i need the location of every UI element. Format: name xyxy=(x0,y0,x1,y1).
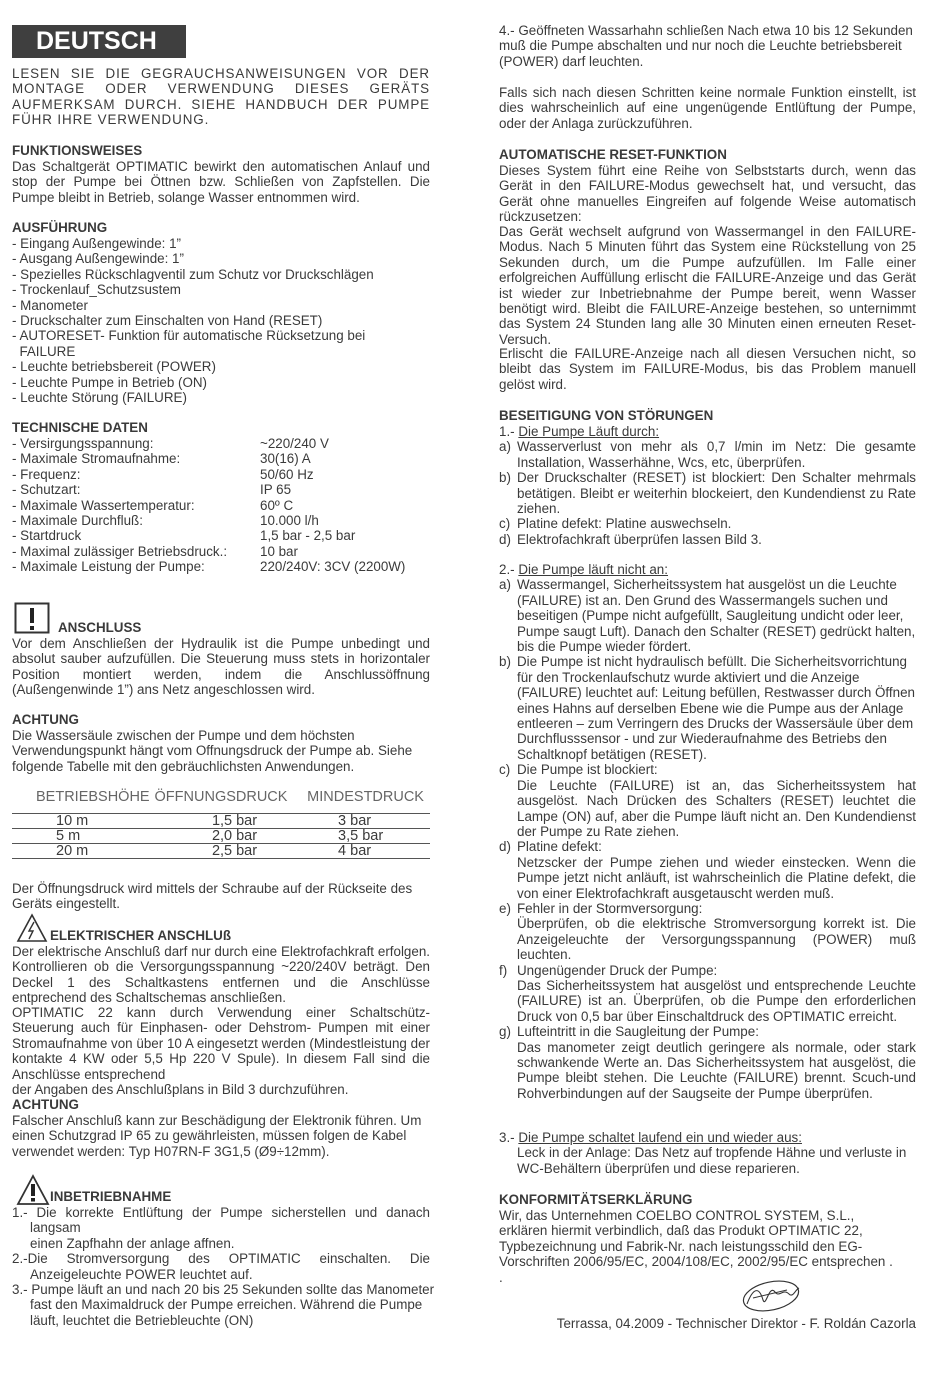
elektrisch-text-2: OPTIMATIC 22 kann durch Verwendung einer Schaltschütz-Steuerung auch für Einphasen- oder Dehstrom- Pumpen mit einer Stromaufnahme von über 10 A eingesetzt werden (Mindestleistung der kontakte 4 KW oder 5,5 Hp 220 V Spule). In diesem Fall sind die Anschlüsse entsprechend xyxy=(12,1005,430,1082)
list-item: - Leuchte Pumpe in Betrieb (ON) xyxy=(12,374,207,390)
item-body xyxy=(517,963,916,1025)
item-text: Die Pumpe ist nicht hydraulisch befüllt. Die Sicherheitsvorrichtung für den Trockenlaufschutz wurde aktiviert und die Anzeige (FAILURE) leuchtet auf: Leitung befüllen, Restwasser durch Öffnen eines Hahns auf derselben Ebene wie die Pumpe aus der Anlage entleeren – zum Verringern des Drucks der Wassersäule über dem Durchflusssensor - und zur Wiederaufnahme des Betriebs den Schaltknopf betätigen (RESET). xyxy=(517,654,915,762)
item-letter: f) xyxy=(499,962,508,978)
step-line: langsam xyxy=(30,1220,81,1236)
pressure-table xyxy=(12,813,430,859)
item-text: Überprüfen, ob die elektrische Stromversorgung korrekt ist. Die Anzeigeleuchte der Versorgungsspannung (POWER) muß leuchten. xyxy=(517,916,916,963)
technische-list xyxy=(12,436,430,575)
list-item xyxy=(499,963,916,1025)
step-line: 1.- Die korrekte Entlüftung der Pumpe sicherstellen und danach xyxy=(12,1205,430,1220)
achtung-heading: ACHTUNG xyxy=(12,712,79,727)
elektrisch-text-4: Falscher Anschluß kann zur Beschädigung der Elektronik führen. Um einen Schutzgrad IP 65 zu gewährleisten, müssen folgen de Kabel verwendet werden: Typ H07RN-F 3G1,5 (Ø9÷12mm). xyxy=(12,1113,422,1159)
group-title: 3.- Die Pumpe schaltet laufend ein und wieder aus: xyxy=(499,1130,802,1145)
list-item: - AUTORESET- Funktion für automatische Rücksetzung bei xyxy=(12,328,366,344)
konform-heading: KONFORMITÄTSERKLÄRUNG xyxy=(499,1192,693,1207)
ausfuehrung-list xyxy=(12,236,430,405)
list-item xyxy=(499,470,916,516)
item-text: Wasserverlust von mehr als 0,7 l/min im Netz: Die gesamte Installation, Wasserhähne, Wcs, etc, überprüfen. xyxy=(517,439,916,470)
list-item xyxy=(499,1024,916,1101)
achtung-text: Die Wassersäule zwischen der Pumpe und dem höchsten Verwendungspunkt hängt vom Offnungsdruck der Pumpe ab. Siehe folgende Tabelle mit den gebräuchlichsten Anwendungen. xyxy=(12,728,413,774)
table-header xyxy=(12,790,430,805)
spec-row xyxy=(12,451,430,466)
spec-key: - Maximale Leistung der Pumpe: xyxy=(12,559,205,575)
item-title: Ungenügender Druck der Pumpe: xyxy=(517,962,718,978)
stoerung-group-3 xyxy=(499,1130,916,1176)
table-row xyxy=(12,814,430,829)
list-item xyxy=(499,839,916,901)
item-letter: d) xyxy=(499,839,511,855)
elektrisch-heading: ELEKTRISCHER ANSCHLUß xyxy=(50,928,232,943)
spec-value: 10 bar xyxy=(260,543,298,559)
item-letter: g) xyxy=(499,1024,511,1040)
item-text: Das Sicherheitssystem hat ausgelöst und entsprechende Leuchte (FAILURE) ist an. Überprüfen, ob die Pumpe den erforderlichen Druck von 0,5 bar über Einschaltdruck des OPTIMATIC erreicht. xyxy=(517,977,916,1024)
table-cell: 3 bar xyxy=(292,814,430,829)
spec-value: 220/240V: 3CV (2200W) xyxy=(260,559,406,575)
funktion-heading: FUNKTIONSWEISES xyxy=(12,143,143,158)
spec-key: - Schutzart: xyxy=(12,482,81,498)
list-item xyxy=(499,901,916,963)
item-letter: c) xyxy=(499,516,511,532)
ausfuehrung-heading: AUSFÜHRUNG xyxy=(12,220,108,235)
group-title-text: Die Pumpe Läuft durch: xyxy=(518,424,660,439)
table-cell: 2,5 bar xyxy=(150,844,292,859)
inbetrieb-steps xyxy=(12,1205,435,1328)
spec-row xyxy=(12,467,430,482)
reset-heading: AUTOMATISCHE RESET-FUNKTION xyxy=(499,147,727,162)
konform-line: . xyxy=(499,1269,503,1285)
spec-row xyxy=(12,498,430,513)
spec-key: - Maximal zulässiger Betriebsdruck.: xyxy=(12,543,228,559)
stoerung-group-1 xyxy=(499,424,916,547)
item-title: Die Pumpe ist blockiert: xyxy=(517,762,658,778)
step-line: läuft, leuchtet die Betriebleuchte (ON) xyxy=(30,1312,254,1328)
list-item: - Eingang Außengewinde: 1” xyxy=(12,236,181,251)
oeffnung-text: Der Öffnungsdruck wird mittels der Schraube auf der Rückseite des Geräts eingestellt. xyxy=(12,881,413,912)
item-body xyxy=(517,762,916,839)
item-body xyxy=(517,839,916,901)
item-title: Fehler in der Stormversorgung: xyxy=(517,900,703,916)
group-title: 1.- Die Pumpe Läuft durch: xyxy=(499,424,660,439)
list-item: - Leuchte Störung (FAILURE) xyxy=(12,390,187,406)
spec-value: 1,5 bar - 2,5 bar xyxy=(260,528,356,544)
item-letter: d) xyxy=(499,531,511,547)
konform-line: Wir, das Unternehmen COELBO CONTROL SYSTEM, S.L., xyxy=(499,1208,855,1223)
item-text: Wassermangel, Sicherheitssystem hat ausgelöst un die Leuchte (FAILURE) ist an. Den Grund des Wassermangels suchen und beseitigen (Pumpe nicht aufgefüllt, Saugleitung undicht oder leer, Pumpe saugt Luft). Danach den Schalter (RESET) gedrückt halten, bis die Pumpe wieder fördert. xyxy=(517,577,916,655)
list-item: - Druckschalter zum Einschalten von Hand (RESET) xyxy=(12,313,323,329)
anschluss-heading: ANSCHLUSS xyxy=(58,620,142,635)
list-item: - Leuchte betriebsbereit (POWER) xyxy=(12,359,216,375)
item-text: Der Druckschalter (RESET) ist blockiert: Den Schalter mehrmals betätigen. Bleibt er weiterhin blockeiert, den Kundendienst zu Rate ziehen. xyxy=(517,470,916,517)
list-item: - Spezielles Rückschlagventil zum Schutz vor Druckschlägen xyxy=(12,266,374,282)
table-cell: 5 m xyxy=(12,829,150,844)
warning-triangle-icon xyxy=(16,1174,50,1206)
item-letter: a) xyxy=(499,577,511,593)
step-line: Anzeigeleuchte POWER leuchtet auf. xyxy=(30,1266,253,1282)
spec-key: - Startdruck xyxy=(12,528,82,544)
spec-row xyxy=(12,436,430,451)
inbetrieb-note: Falls sich nach diesen Schritten keine normale Funktion einstellt, ist dies wahrscheinlich auf eine ungenügende Entlüftung der Pumpe, oder der Anlaga zurückzuführen. xyxy=(499,85,916,131)
reset-p1: Dieses System führt eine Reihe von Selbststarts durch, wenn das Gerät in den FAILURE-Modus gewechselt hat, und versucht, das Gerät ohne manuelles Eingreifen auf folgende Weise automatisch rückzusetzen: xyxy=(499,163,916,225)
funktion-text: Das Schaltgerät OPTIMATIC bewirkt den automatischen Anlauf und stop der Pumpe bei Öttnen bzw. Schließen von Zapfstellen. Die Pumpe bleibt in Betrieb, solange Wasser entnommen wird. xyxy=(12,159,430,205)
elektrisch-text-3: der Angaben des Anschlußplans in Bild 3 durchzuführen. xyxy=(12,1082,349,1097)
spec-value: IP 65 xyxy=(260,482,292,498)
group-title: 2.- Die Pumpe läuft nicht an: xyxy=(499,562,668,577)
list-item: FAILURE xyxy=(12,343,76,359)
technische-heading: TECHNISCHE DATEN xyxy=(12,420,148,435)
signature xyxy=(739,1278,803,1314)
spec-row xyxy=(12,513,430,528)
konform-text xyxy=(499,1208,916,1285)
item-title: Platine defekt: xyxy=(517,839,602,855)
table-cell: 10 m xyxy=(12,814,150,829)
item-text: Elektrofachkraft überprüfen lassen Bild 3. xyxy=(517,531,762,547)
item-letter: a) xyxy=(499,439,511,455)
item-letter: e) xyxy=(499,900,511,916)
spec-value: 30(16) A xyxy=(260,451,311,467)
anschluss-text: Vor dem Anschließen der Hydraulik ist die Pumpe unbedingt und absolut sauber aufzufüllen. Die Steuerung muss stets in horizontaler Position montiert werden, indem die Anschlussöffnung (Außengenwinde 1”) ans Netz angeschlossen wird. xyxy=(12,636,430,698)
step-line: fast den Maximaldruck der Pumpe erreichen. Während die Pumpe xyxy=(30,1297,423,1313)
item-body xyxy=(517,1024,916,1101)
konform-line: Typbezeichnung und Fabrik-Nr. nach leistungsschild den EG- xyxy=(499,1238,863,1254)
group-title-text: Die Pumpe läuft nicht an: xyxy=(518,562,668,577)
elektrisch-text-1: Der elektrische Anschluß darf nur durch eine Elektrofachkraft erfolgen. Kontrollieren ob die Versorgungsspannung ~220/240V beträgt. Den Deckel 1 des Schaltkastens entfernen und die Anschlüsse entprechend des Schaltschemas anschließen. xyxy=(12,944,430,1006)
item-letter: b) xyxy=(499,470,511,486)
spec-key: - Maximale Wassertemperatur: xyxy=(12,497,195,513)
stoerung-heading: BESEITIGUNG VON STÖRUNGEN xyxy=(499,408,714,423)
reset-p3: Erlischt die FAILURE-Anzeige nach all diesen Versuchen nicht, so bleibt das System im FAILURE-Modus, bis das Problem manuell gelöst wird. xyxy=(499,346,916,392)
table-cell: 4 bar xyxy=(292,844,430,859)
item-letter: c) xyxy=(499,762,511,778)
table-header-cell: ÖFFNUNGSDRUCK xyxy=(154,789,288,805)
table-header-cell: MINDESTDRUCK xyxy=(307,789,424,805)
inbetrieb-heading: INBETRIEBNAHME xyxy=(50,1189,172,1204)
konform-line: Vorschriften 2006/95/EC, 2004/108/EC, 2002/95/EC entsprechen . xyxy=(499,1254,893,1270)
step-line: 3.- Pumpe läuft an und nach 20 bis 25 Sekunden sollte das Manometer xyxy=(12,1282,435,1298)
list-item xyxy=(499,654,916,762)
list-item xyxy=(499,532,916,547)
list-item xyxy=(499,516,916,531)
item-text: Leck in der Anlage: Das Netz auf tropfende Hähne und verluste in WC-Behältern überprüfen und diese reparieren. xyxy=(517,1145,907,1176)
spec-value: 50/60 Hz xyxy=(260,466,314,482)
list-item xyxy=(499,762,916,839)
spec-value: 60º C xyxy=(260,497,294,513)
list-item: - Manometer xyxy=(12,297,88,313)
spec-row xyxy=(12,528,430,543)
item-title: Lufteintritt in die Saugleitung der Pumpe: xyxy=(517,1024,759,1040)
konform-line: erklären hiermit verbindlich, daß das Produkt OPTIMATIC 22, xyxy=(499,1223,863,1239)
list-item: - Trockenlauf_Schutzsustem xyxy=(12,282,181,298)
intro-text: LESEN SIE DIE GEGRAUCHSANWEISUNGEN VOR DER MONTAGE ODER VERWENDUNG DIESES GERÄTS AUFMERKSAM DURCH. SIEHE HANDBUCH DER PUMPE FÜHR IHRE VERWENDUNG. xyxy=(12,66,430,128)
spec-key: - Versirgungsspannung: xyxy=(12,436,154,451)
item-text: Die Leuchte (FAILURE) ist an, das Sicherheitssystem hat ausgelöst. Nach Drücken des Schalters (RESET) leuchtet die Lampe (ON) auf, aber die Pumpe läuft nicht an. Den Kundendienst der Pumpe zu Rate ziehen. xyxy=(517,777,916,839)
footer-signature-line: Terrassa, 04.2009 - Technischer Direktor - F. Roldán Cazorla xyxy=(556,1316,916,1331)
table-row xyxy=(12,844,430,859)
item-text: Netzscker der Pumpe ziehen und wieder einstecken. Wenn die Pumpe jetzt nicht anläuft, ist wahrscheinlich die Platine defekt, die von einer Elektrofachkraft ausgetauscht werden muß. xyxy=(517,854,916,901)
table-cell: 1,5 bar xyxy=(150,814,292,829)
spec-key: - Maximale Durchfluß: xyxy=(12,513,143,529)
table-cell: 3,5 bar xyxy=(292,829,430,844)
item-letter: b) xyxy=(499,654,511,670)
inbetrieb-step-4: 4.- Geöffneten Wassarhahn schließen Nach etwa 10 bis 12 Sekunden muß die Pumpe abschalten und nur noch die Leuchte betriebsbereit (POWER) darf leuchten. xyxy=(499,23,913,69)
spec-row xyxy=(12,482,430,497)
page-title: DEUTSCH xyxy=(12,25,186,58)
spec-value: 10.000 l/h xyxy=(260,513,319,529)
step-line: einen Zapfhahn der anlage affnen. xyxy=(30,1235,235,1251)
electric-warning-icon xyxy=(16,913,48,943)
item-text: Das manometer zeigt deutlich geringere als normale, oder stark schwankende Werte an. Das Sicherheitssystem hat ausgelöst, die Pumpe bleibt stehen. Die Leuchte (FAILURE) brennt. Scuch-und Rohverbindungen auf der Saugseite der Pumpe überprüfen. xyxy=(517,1039,916,1101)
step-line: 2.-Die Stromversorgung des OPTIMATIC einschalten. Die xyxy=(12,1251,430,1267)
spec-key: - Maximale Stromaufnahme: xyxy=(12,451,181,467)
spec-value: ~220/240 V xyxy=(260,436,329,451)
item-body xyxy=(517,901,916,963)
item-text: Platine defekt: Platine auswechseln. xyxy=(517,516,732,532)
list-item xyxy=(499,439,916,470)
table-cell: 2,0 bar xyxy=(150,829,292,844)
reset-p2: Das Gerät wechselt aufgrund von Wassermangel in den FAILURE-Modus. Nach 5 Minuten führt das System eine Rückstellung von 25 Sekunden durch, um die Pumpe aufzufüllen. Im Falle einer erfolgreichen Auffüllung erlischt die FAILURE-Anzeige und das Gerät ist wieder zur Inbetriebnahme der Pumpe bereit, wenn Wasser benötigt wird. Bleibt die FAILURE-Anzeige bestehen, so unternimmt das System 24 Stunden lang alle 30 Minuten einen erneuten Reset-Versuch. xyxy=(499,224,916,347)
group-title-text: Die Pumpe schaltet laufend ein und wieder aus: xyxy=(518,1130,802,1145)
spec-key: - Frequenz: xyxy=(12,466,81,482)
warning-box-icon xyxy=(14,602,50,634)
list-item: - Ausgang Außengewinde: 1” xyxy=(12,251,184,267)
list-item xyxy=(499,577,916,654)
spec-row xyxy=(12,544,430,559)
achtung-2-heading: ACHTUNG xyxy=(12,1097,79,1112)
table-header-cell: BETRIEBSHÖHE xyxy=(36,789,150,805)
stoerung-group-2 xyxy=(499,562,916,1101)
table-cell: 20 m xyxy=(12,844,150,859)
spec-row xyxy=(12,559,430,574)
table-row xyxy=(12,829,430,844)
